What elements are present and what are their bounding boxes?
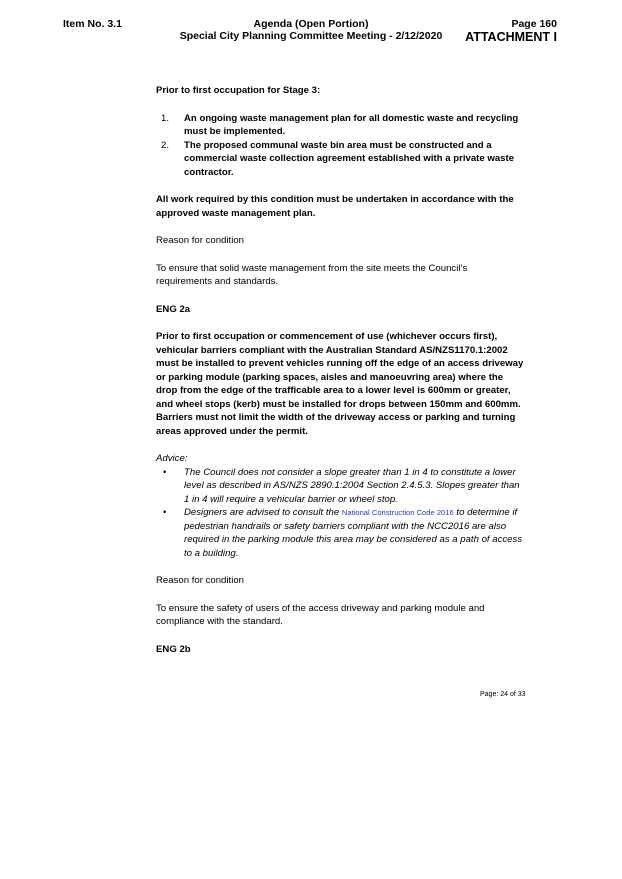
- eng2b-heading: ENG 2b: [156, 643, 191, 655]
- advice-text-pre: Designers are advised to consult the: [184, 507, 342, 518]
- stage3-list: [156, 112, 524, 180]
- list-text: An ongoing waste management plan for all domestic waste and recycling must be implemented.: [184, 112, 519, 137]
- advice-text: [184, 506, 524, 560]
- reason-label: Reason for condition: [156, 235, 244, 246]
- advice-text: The Council does not consider a slope greater than 1 in 4 to constitute a lower level as described in AS/NZS 2890.1:2004 Section 2.4.5.3. Slopes greater than 1 in 4 will require a vehicular barrier or wheel stop.: [184, 466, 520, 505]
- agenda-title: Agenda (Open Portion): [253, 18, 369, 30]
- eng2a-body: Prior to first occupation or commencement of use (whichever occurs first), vehicular barriers compliant with the Australian Standard AS/NZS1170.1:2002 must be installed to prevent vehicles running off the edge of an access driveway or parking module (parking spaces, aisles and manoeuvring area) where the drop from the edge of the trafficable area to a lower level is 600mm or greater, and wheel stops (kerb) must be installed for drops between 150mm and 600mm. Barriers must not limit the width of the driveway access or parking and turning areas approved under the permit.: [156, 331, 524, 437]
- page-header-right: [465, 18, 557, 45]
- reason-label: Reason for condition: [156, 575, 244, 586]
- advice-text-post: to determine if pedestrian handrails or safety barriers compliant with the NCC2016 are also required in the parking module this area may be considered as a path of access to a building.: [184, 507, 523, 559]
- advice-list: [156, 466, 524, 561]
- eng2a-heading: ENG 2a: [156, 303, 191, 315]
- attachment-label: ATTACHMENT I: [465, 30, 557, 44]
- list-number: 1.: [161, 112, 170, 124]
- meeting-title: Special City Planning Committee Meeting - 2/12/2020: [179, 30, 443, 42]
- stage3-heading: Prior to first occupation for Stage 3:: [156, 85, 321, 96]
- list-number: 2.: [161, 139, 170, 151]
- stage3-closing: All work required by this condition must be undertaken in accordance with the approved waste management plan.: [156, 194, 514, 219]
- list-item: [156, 139, 524, 180]
- reason-text: To ensure the safety of users of the access driveway and parking module and compliance with the standard.: [156, 602, 485, 627]
- list-item: [156, 112, 524, 139]
- advice-item: [156, 466, 524, 507]
- list-text: The proposed communal waste bin area must be constructed and a commercial waste collection agreement established with a private waste contractor.: [184, 139, 515, 178]
- advice-label: Advice:: [156, 453, 188, 464]
- reason-text: To ensure that solid waste management from the site meets the Council’s requirements and standards.: [156, 262, 468, 287]
- page-footer: Page: 24 of 33: [480, 691, 526, 698]
- page-number: Page 160: [511, 18, 557, 30]
- item-number: Item No. 3.1: [63, 18, 122, 30]
- ncc-link[interactable]: National Construction Code 2016: [341, 508, 454, 517]
- bullet-icon: •: [163, 466, 167, 478]
- bullet-icon: •: [163, 507, 167, 518]
- document-body: [156, 84, 524, 656]
- advice-item: [156, 506, 524, 560]
